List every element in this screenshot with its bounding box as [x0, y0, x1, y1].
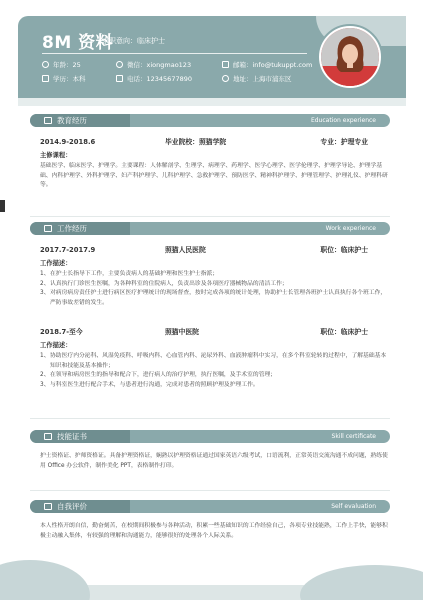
job-period: 2018.7-至今	[40, 328, 83, 336]
list-item-text: 在护士长指导下工作，主要负责病人的基础护理和医生护士指派；	[50, 271, 219, 277]
certificate-icon	[44, 433, 52, 440]
list-item: 3、 对病房病房责任护士进行病区医疗护理统计的现场督查，按时完成各项的统计处理，协助护士长管理各班护士认真执行各个班工作，严防事故差错的发生。	[40, 290, 387, 306]
list-item-text: 在领导和病房医生的指导和配合下，进行病人的治疗护理，执行医嘱，及手术室的管理；	[50, 372, 277, 378]
section-tab	[30, 222, 130, 235]
address-text: 地址：上海市浦东区	[233, 75, 292, 83]
education-school: 毕业院校：照猫学院	[165, 138, 227, 146]
list-item: 1、 协助医疗内分泌科、风湿免疫科、呼吸内科、心血管内科、泌尿外科、血液肿瘤科中实习，在多个科室轮转的过程中，了解基础基本知识和技能及基本操作；	[40, 353, 387, 369]
education-text: 学历：本科	[53, 75, 86, 83]
section-title: 教育经历	[57, 116, 87, 125]
section-title: 技能证书	[57, 432, 87, 441]
list-item-text: 与科室医生进行配合手术，与患者进行沟通，完成对患者的照顾护理及护理工作。	[50, 381, 259, 388]
work-job-1	[40, 246, 390, 308]
wechat-text: 微信：xiongmao123	[127, 61, 192, 69]
skills-text: 护士资格证、护师资格证。具备护理资格证，娴熟以护理资格证通过国家英语六级考试，口语流利，正常英语交流沟通不成问题，熟练使用 Office 办公软件，制作美化 PPT，表格制作打印。	[40, 453, 388, 469]
bottom-right-decoration	[300, 565, 423, 600]
bottom-left-decoration	[0, 560, 90, 600]
phone-icon	[116, 75, 123, 82]
education-period: 2014.9-2018.6	[40, 138, 96, 146]
list-item-text: 协助医疗内分泌科、风湿免疫科、呼吸内科、心血管内科、泌尿外科、血液肿瘤科中实习，在多个科室轮转的过程中，了解基础基本知识和技能及基本操作；	[50, 353, 387, 369]
candidate-name: 8M 资料	[42, 33, 114, 53]
info-row-2	[42, 74, 306, 83]
job-desc-list	[40, 270, 390, 308]
job-org: 照猫中医院	[165, 328, 199, 336]
section-title-en: Self evaluation	[331, 503, 376, 510]
section-skills-header	[30, 430, 390, 443]
mail-icon	[222, 61, 229, 68]
section-tab	[30, 430, 130, 443]
job-position: 职位：临床护士	[320, 328, 368, 336]
section-title-en: Education experience	[310, 117, 376, 124]
job-desc-list	[40, 352, 390, 390]
clock-icon	[42, 61, 49, 68]
divider	[30, 216, 390, 217]
wechat-icon	[116, 61, 123, 68]
header-underbar	[18, 98, 406, 106]
job-row	[40, 246, 390, 256]
list-item: 3、 与科室医生进行配合手术，与患者进行沟通，完成对患者的照顾护理及护理工作。	[40, 381, 259, 388]
list-item-text: 认真执行门诊医生医嘱，为各种科室的住院病人，负责出诊及各项医疗器械物品的清洁工作；	[50, 280, 288, 287]
info-age	[42, 60, 102, 69]
email-text: 邮箱：info@tukuppt.com	[233, 61, 313, 69]
job-org: 照猫人民医院	[165, 246, 206, 254]
divider	[30, 418, 390, 419]
education-row	[40, 138, 390, 148]
edge-marker	[0, 200, 5, 212]
courses-label: 主修课程：	[40, 151, 72, 159]
section-title-en: Work experience	[325, 225, 376, 232]
info-email	[222, 60, 312, 69]
section-work-header	[30, 222, 390, 235]
section-title-en: Skill certificate	[331, 433, 376, 440]
courses-text: 基础医学、临床医学、护理学。主要课程：人体解剖学、生理学、病理学、药理学、医学心理学、医学伦理学、护理学导论、护理学基础、内科护理学、外科护理学、妇产科护理学、儿科护理学、急救护理学、预防医学、精神科护理学、护理管理学、护理礼仪、护理科研等。	[40, 163, 388, 188]
section-education-header	[30, 114, 390, 127]
graduation-cap-icon	[42, 75, 49, 82]
job-intention: 求职意向：临床护士	[102, 37, 165, 45]
work-job-2	[40, 328, 390, 390]
list-item: 2、 在领导和病房医生的指导和配合下，进行病人的治疗护理，执行医嘱，及手术室的管理；	[40, 372, 277, 378]
list-item-text: 对病房病房责任护士进行病区医疗护理统计的现场督查，按时完成各项的统计处理，协助护士长管理各班护士认真执行各个班工作，严防事故差错的发生。	[50, 290, 387, 306]
section-tab	[30, 114, 130, 127]
divider	[30, 490, 390, 491]
info-phone	[116, 74, 208, 83]
info-address	[222, 74, 292, 83]
job-desc-label: 工作描述：	[40, 259, 72, 267]
education-major: 专业：护理专业	[320, 138, 368, 146]
location-pin-icon	[222, 75, 229, 82]
job-position: 职位：临床护士	[320, 246, 368, 254]
list-item: 2、 认真执行门诊医生医嘱，为各种科室的住院病人，负责出诊及各项医疗器械物品的清洁工作；	[40, 280, 288, 287]
job-row	[40, 328, 390, 338]
education-block	[40, 138, 390, 191]
section-title: 工作经历	[57, 224, 87, 233]
info-row-1	[42, 60, 326, 69]
skills-block	[40, 452, 390, 471]
list-item: 1、 在护士长指导下工作，主要负责病人的基础护理和医生护士指派；	[40, 271, 219, 277]
info-wechat	[116, 60, 208, 69]
header-divider	[42, 53, 307, 54]
phone-text: 电话：12345677890	[127, 75, 192, 83]
section-title: 自我评价	[57, 502, 87, 511]
briefcase-icon	[44, 225, 52, 232]
avatar-photo-icon	[321, 28, 379, 86]
job-period: 2017.7-2017.9	[40, 246, 96, 254]
pen-icon	[44, 503, 52, 510]
section-self-header	[30, 500, 390, 513]
graduation-cap-icon	[44, 117, 52, 124]
age-text: 年龄：25	[53, 61, 81, 69]
section-tab	[30, 500, 130, 513]
avatar	[321, 28, 379, 86]
job-desc-label: 工作描述：	[40, 341, 72, 349]
self-text: 本人性格开朗自信，勤奋刻苦，在校期间积极参与各种活动，积累一些基础知识的工作经验自己，各项专业技能熟，工作上手快，能够积极主动融入集体，有较强的理解和沟通能力，能够很好的处理各个人际关系。	[40, 523, 388, 539]
info-education	[42, 74, 102, 83]
self-block	[40, 522, 390, 541]
